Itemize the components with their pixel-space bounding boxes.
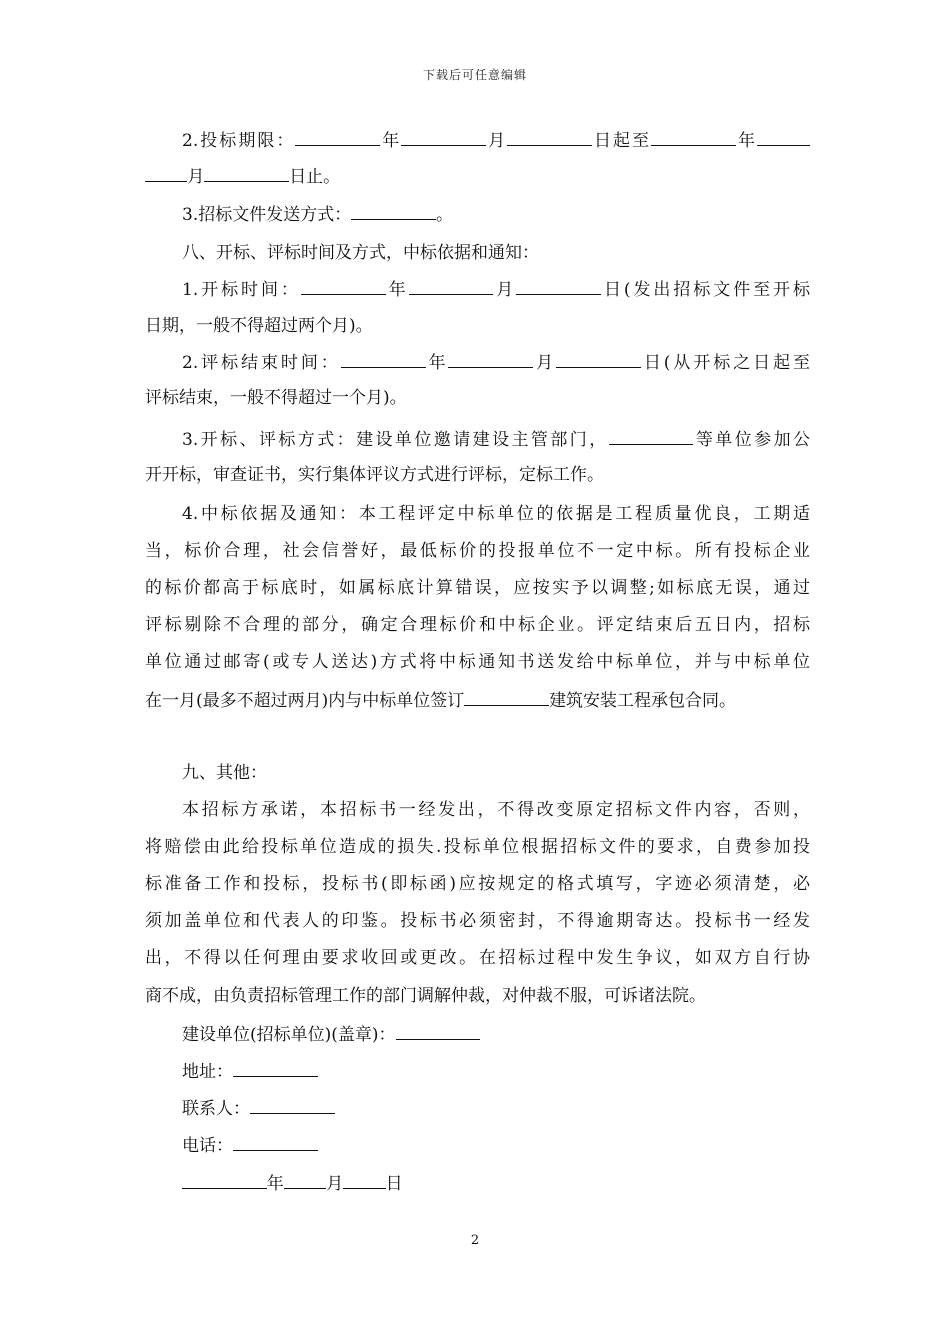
document-line: 出，不得以任何理由要求收回或更改。在招标过程中发生争议，如双方自行协 — [145, 948, 810, 968]
document-line: 本招标方承诺，本招标书一经发出，不得改变原定招标文件内容，否则， — [182, 800, 810, 820]
document-line: 评标剔除不合理的部分，确定合理标价和中标企业。评定结束后五日内，招标 — [145, 615, 810, 635]
document-line: 3.招标文件发送方式： 。 — [182, 205, 454, 225]
document-line: 1.开标时间： 年 月 日(发出招标文件至开标 — [182, 280, 810, 300]
document-line: 地址： — [182, 1061, 810, 1083]
document-line: 商不成，由负责招标管理工作的部门调解仲裁，对仲裁不服，可诉诸法院。 — [145, 986, 706, 1006]
document-line: 须加盖单位和代表人的印鉴。投标书必须密封，不得逾期寄达。投标书一经发 — [145, 911, 810, 931]
document-line: 电话： — [182, 1135, 810, 1157]
header-note: 下载后可任意编辑 — [422, 68, 527, 82]
document-line: 年 月 日 — [182, 1173, 810, 1195]
document-line: 4.中标依据及通知：本工程评定中标单位的依据是工程质量优良，工期适 — [182, 504, 810, 524]
fill-in-blank — [284, 1173, 326, 1189]
fill-in-blank — [396, 1024, 481, 1040]
document-line: 在一月(最多不超过两月)内与中标单位签订 建筑安装工程承包合同。 — [145, 691, 737, 711]
fill-in-blank — [182, 1173, 267, 1189]
page-number: 2 — [470, 1233, 480, 1248]
document-line: 八、开标、评标时间及方式，中标依据和通知： — [182, 243, 539, 263]
document-line: 开开标，审查证书，实行集体评议方式进行评标，定标工作。 — [145, 465, 604, 485]
fill-in-blank — [351, 204, 436, 220]
document-line: 2.评标结束时间： 年 月 日(从开标之日起至 — [182, 353, 810, 373]
document-line: 将赔偿由此给投标单位造成的损失.投标单位根据招标文件的要求，自费参加投 — [145, 837, 810, 857]
fill-in-blank — [464, 690, 549, 706]
document-line: 2.投标期限： 年 月 日起至 年 — [182, 130, 810, 152]
fill-in-blank — [233, 1061, 318, 1077]
fill-in-blank — [516, 279, 601, 295]
document-line: 标准备工作和投标，投标书(即标函)应按规定的格式填写，字迹必须清楚，必 — [145, 874, 810, 894]
fill-in-blank — [609, 429, 694, 445]
fill-in-blank — [507, 130, 592, 146]
fill-in-blank — [651, 130, 736, 146]
document-line: 当，标价合理，社会信誉好，最低标价的投报单位不一定中标。所有投标企业 — [145, 541, 810, 561]
document-line: 单位通过邮寄(或专人送达)方式将中标通知书送发给中标单位，并与中标单位 — [145, 652, 810, 672]
fill-in-blank — [409, 279, 494, 295]
document-line: 3.开标、评标方式：建设单位邀请建设主管部门， 等单位参加公 — [182, 430, 810, 450]
document-line: 建设单位(招标单位)(盖章)： — [182, 1024, 810, 1046]
fill-in-blank — [204, 166, 289, 182]
fill-in-blank — [757, 130, 810, 146]
fill-in-blank — [145, 166, 187, 182]
document-line: 联系人： — [182, 1098, 810, 1120]
fill-in-blank — [295, 130, 380, 146]
fill-in-blank — [341, 352, 426, 368]
document-line: 的标价都高于标底时，如属标底计算错误，应按实予以调整;如标底无误，通过 — [145, 578, 810, 598]
fill-in-blank — [448, 352, 533, 368]
fill-in-blank — [343, 1173, 385, 1189]
document-line: 日期，一般不得超过两个月)。 — [145, 316, 373, 336]
fill-in-blank — [556, 352, 641, 368]
fill-in-blank — [250, 1098, 335, 1114]
document-line: 月 日止。 — [145, 166, 810, 188]
fill-in-blank — [233, 1135, 318, 1151]
fill-in-blank — [401, 130, 486, 146]
fill-in-blank — [301, 279, 386, 295]
document-line: 评标结束，一般不得超过一个月)。 — [145, 388, 407, 408]
document-line: 九、其他： — [182, 763, 267, 783]
